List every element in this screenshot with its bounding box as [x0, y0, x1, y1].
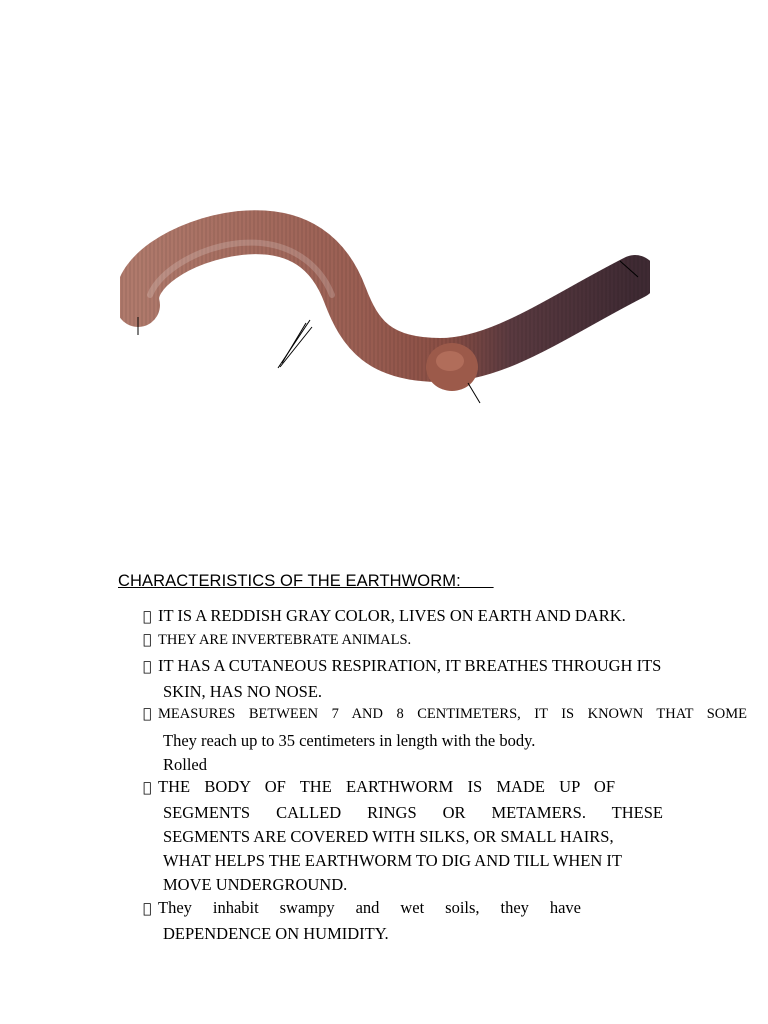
- list-item-continuation: Rolled: [163, 755, 207, 774]
- bullet-icon: [143, 901, 158, 917]
- bullet-icon: [143, 780, 158, 796]
- list-item: They inhabit swampy and wet soils, they have: [143, 898, 581, 918]
- list-item: THE BODY OF THE EARTHWORM IS MADE UP OF: [143, 777, 615, 797]
- bullet-icon: [143, 609, 158, 625]
- bullet-icon: [143, 659, 158, 675]
- list-item-continuation: SKIN, HAS NO NOSE.: [163, 682, 323, 701]
- list-item-continuation: WHAT HELPS THE EARTHWORM TO DIG AND TILL WHEN IT: [163, 851, 622, 870]
- list-item: MEASURES BETWEEN 7 AND 8 CENTIMETERS, IT IS KNOWN THAT SOME: [143, 706, 747, 723]
- list-item: THEY ARE INVERTEBRATE ANIMALS.: [143, 632, 411, 649]
- worm-body: [137, 232, 635, 360]
- list-item-continuation: SEGMENTS CALLED RINGS OR METAMERS. THESE: [163, 803, 663, 822]
- bullet-icon: [143, 632, 158, 648]
- list-item: IT IS A REDDISH GRAY COLOR, LIVES ON EARTH AND DARK.: [143, 606, 626, 626]
- list-item: IT HAS A CUTANEOUS RESPIRATION, IT BREATHES THROUGH ITS: [143, 656, 715, 676]
- page-title: CHARACTERISTICS OF THE EARTHWORM:: [118, 572, 494, 590]
- bullet-icon: [143, 706, 158, 722]
- earthworm-photo: [120, 195, 650, 500]
- list-item-continuation: MOVE UNDERGROUND.: [163, 875, 348, 894]
- list-item-continuation: SEGMENTS ARE COVERED WITH SILKS, OR SMALL HAIRS,: [163, 827, 614, 846]
- list-item-continuation: They reach up to 35 centimeters in length with the body.: [163, 731, 536, 750]
- list-item-continuation: DEPENDENCE ON HUMIDITY.: [163, 924, 389, 943]
